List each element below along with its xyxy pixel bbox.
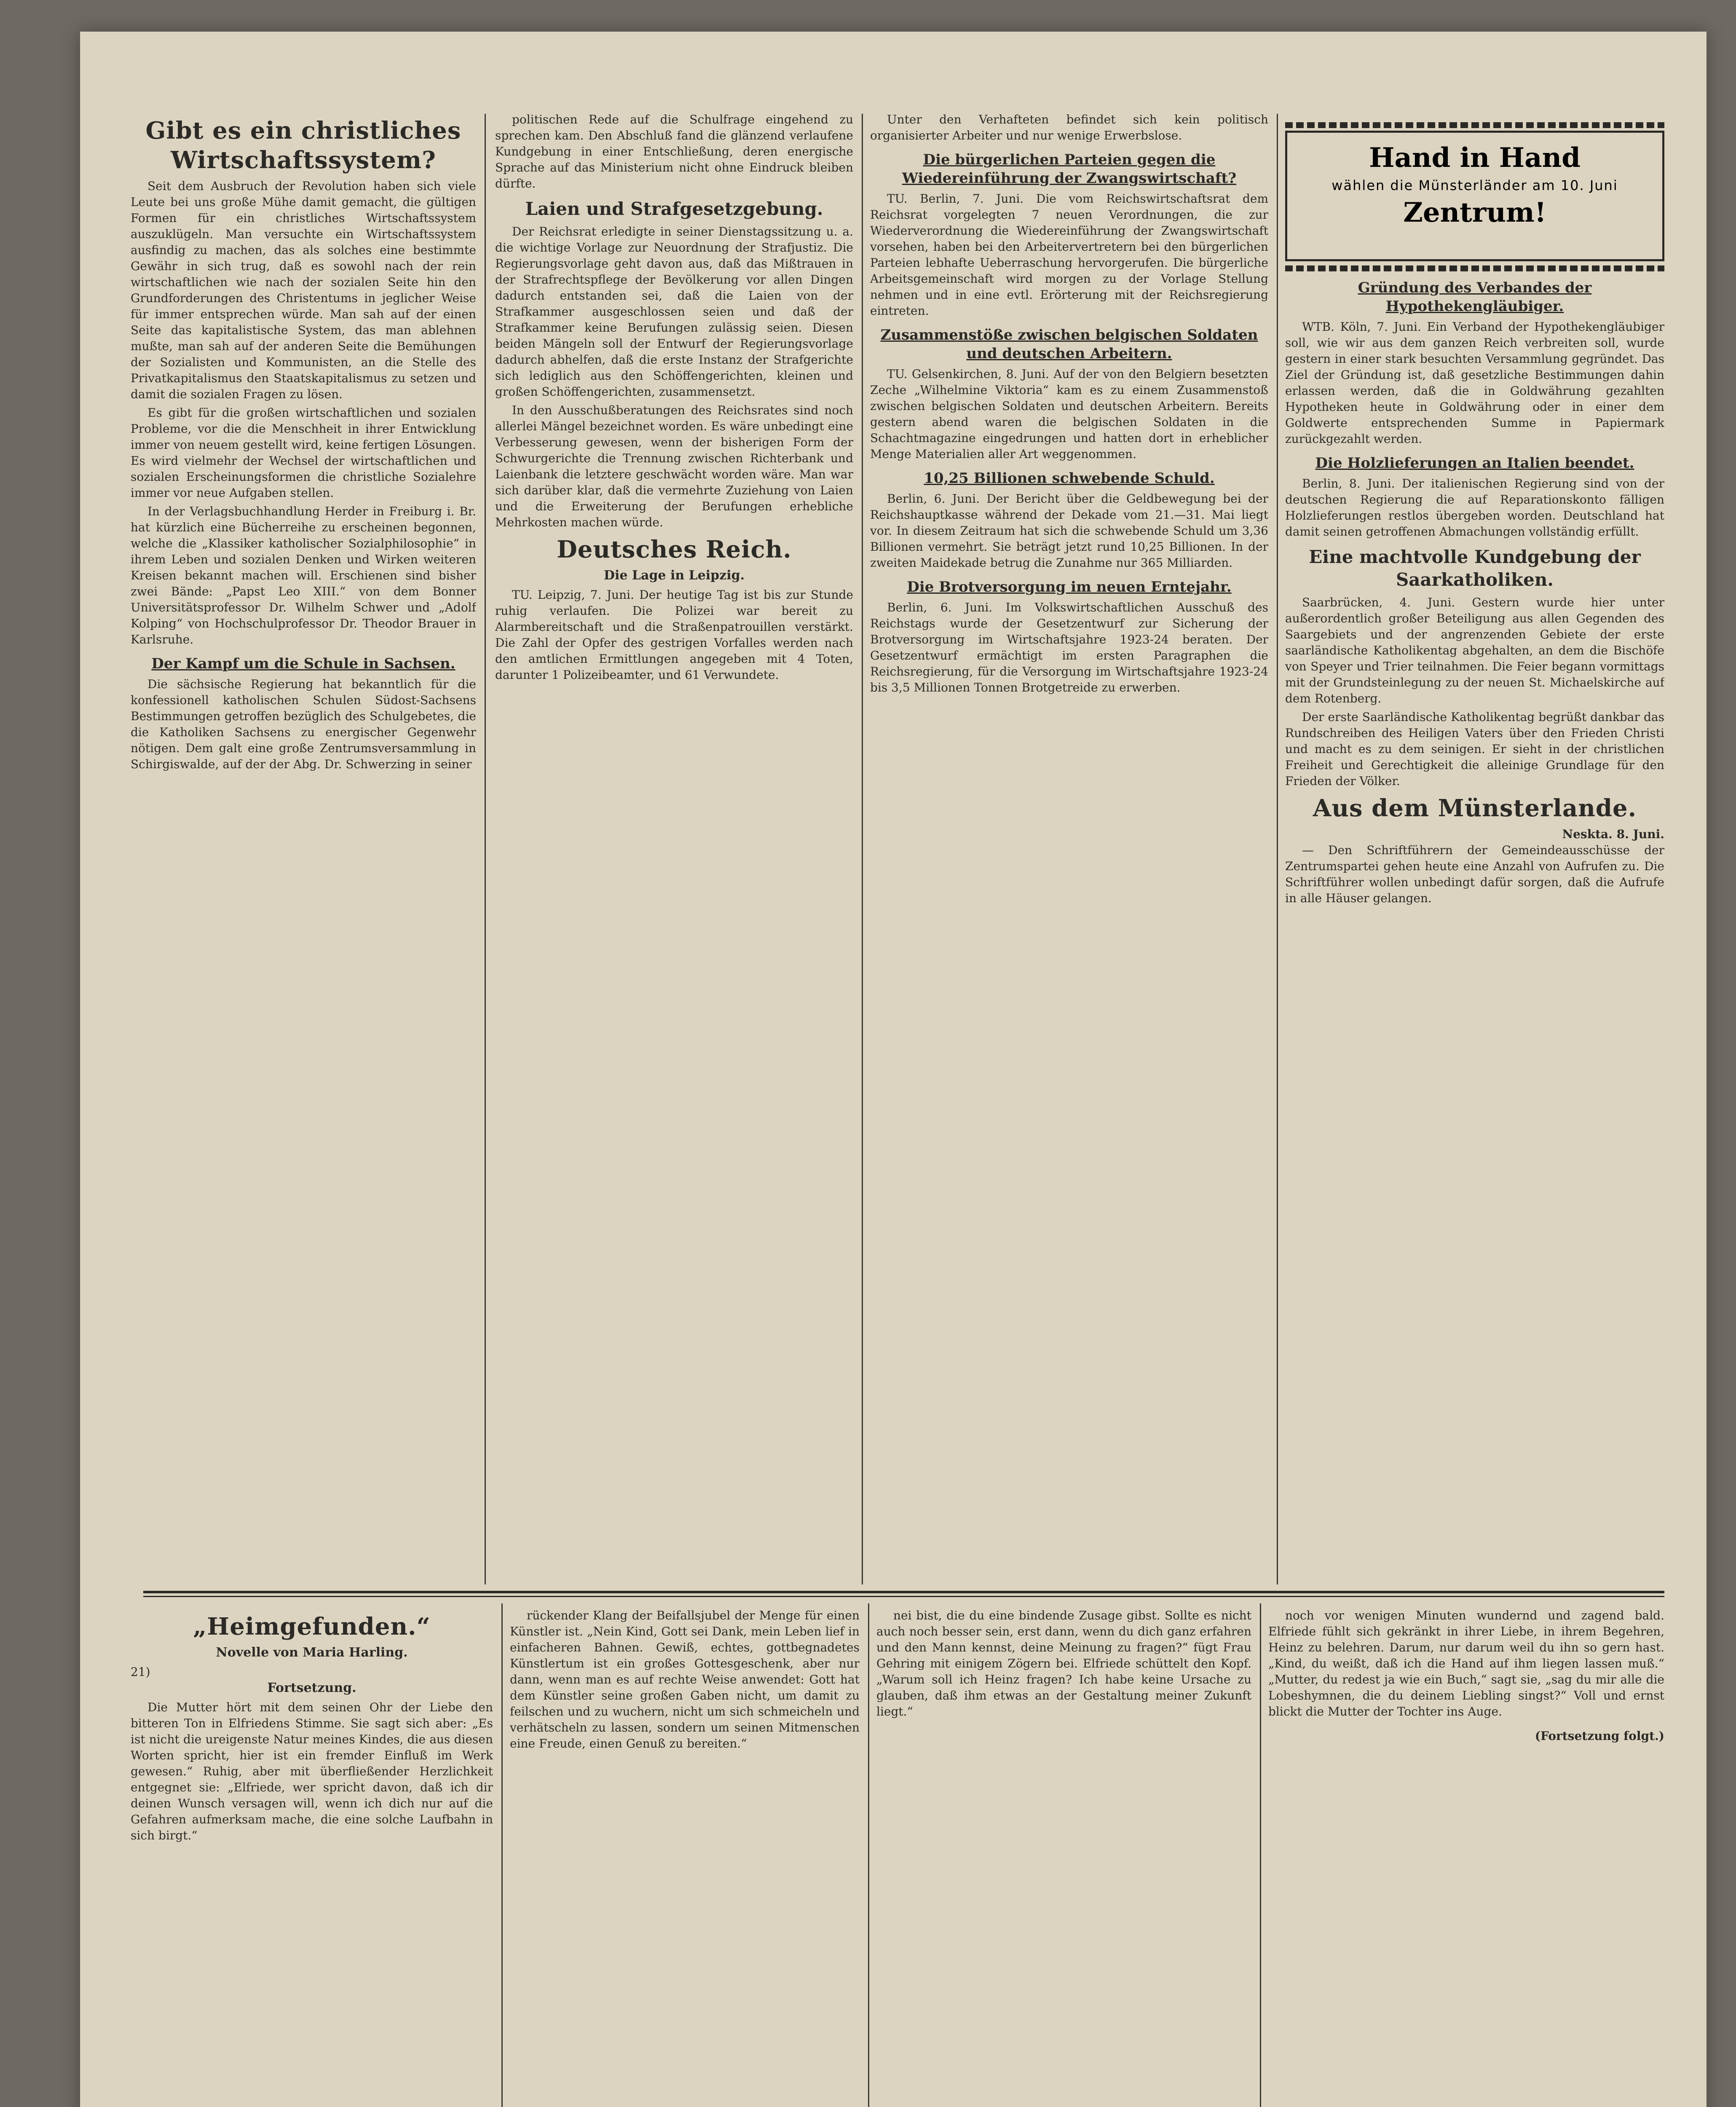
- column-rule: [1277, 114, 1278, 1584]
- column-rule: [862, 114, 863, 1584]
- novel-author: Novelle von Maria Harling.: [216, 1645, 408, 1660]
- ad-border-bottom: [1285, 265, 1664, 271]
- feuilleton-separator: [143, 1591, 1664, 1593]
- feuilleton-column-2: [510, 1608, 860, 2107]
- continuation-note: (Fortsetzung folgt.): [1535, 1729, 1664, 1743]
- ad-subtext: wählen die Münsterländer am 10. Juni: [1331, 177, 1618, 193]
- paragraph: Saarbrücken, 4. Juni. Gestern wurde hier unter außerordentlich großer Beteiligung aus allen Gegenden des Saargebiets und der angrenzenden Gebiete der erste saarländische Katholikentag abgehalten, an dem die Bischöfe von Speyer und Trier teilnahmen. Die Feier begann vormittags mit der Grundsteinlegung zu der neuen St. Michaelskirche auf dem Rotenberg.: [1285, 595, 1664, 705]
- column-1: [131, 112, 476, 1578]
- paragraph: Unter den Verhafteten befindet sich kein politisch organisierter Arbeiter und nur wenige Erwerbslose.: [870, 113, 1268, 142]
- ad-party: Zentrum!: [1403, 197, 1546, 228]
- paragraph: Die sächsische Regierung hat bekanntlich für die konfessionell katholischen Schulen Südost-Sachsens Bestimmungen getroffen bezüglich des Schulgebetes, die die Katholiken Sachsens zu energischer Gegenwehr nötigen. Dem galt eine große Zentrumsversammlung in Schirgiswalde, auf der der Abg. Dr. Schwerzing in seiner: [131, 677, 476, 771]
- paragraph: politischen Rede auf die Schulfrage eingehend zu sprechen kam. Den Abschluß fand die glänzend verlaufene Kundgebung in einer Entschließung, deren energische Sprache auf das Ministerium nicht ohne Eindruck bleiben dürfte.: [495, 113, 853, 190]
- paragraph: — Den Schriftführern der Gemeindeausschüsse der Zentrumspartei gehen heute eine Anzahl von Aufrufen zu. Die Schriftführer wollen unbedingt dafür sorgen, daß die Aufrufe in alle Häuser gelangen.: [1285, 843, 1664, 905]
- feuilleton-separator: [143, 1596, 1664, 1597]
- novel-continued: Fortsetzung.: [267, 1681, 356, 1695]
- ad-slogan: Hand in Hand: [1369, 142, 1581, 174]
- novel-part-number: 21): [131, 1665, 150, 1679]
- paragraph: WTB. Köln, 7. Juni. Ein Verband der Hypothekengläubiger soll, wie wir aus dem ganzen Reich verbreiten soll, wurde gestern in einer stark besuchten Versammlung gegründet. Das Ziel der Gründung ist, daß gesetzliche Bestimmungen dahin erlassen werden, daß die in Goldwährung gezahlten Hypotheken heute in Goldwährung oder in einer dem Goldwerte entsprechenden Summe in Papiermark zurückgezahlt werden.: [1285, 320, 1664, 446]
- paragraph: TU. Leipzig, 7. Juni. Der heutige Tag ist bis zur Stunde ruhig verlaufen. Die Polizei war bereit zu Alarmbereitschaft und die Straßenpatrouillen verstärkt. Die Zahl der Opfer des gestrigen Vorfalles werden nach den amtlichen Ermittlungen angegeben mit 4 Toten, darunter 1 Polizeibeamter, und 61 Verwundete.: [495, 588, 853, 682]
- dateline: Neskta. 8. Juni.: [1562, 827, 1664, 841]
- paragraph: Es gibt für die großen wirtschaftlichen und sozialen Probleme, vor die die Menschheit in ihrer Entwicklung immer von neuem gestellt wird, keine fertigen Lösungen. Es wird vielmehr der Wechsel der wirtschaftlichen und sozialen Erscheinungsformen die christliche Sozialehre immer vor neue Aufgaben stellen.: [131, 406, 476, 500]
- column-rule: [1260, 1603, 1261, 2107]
- paragraph: Berlin, 8. Juni. Der italienischen Regierung sind von der deutschen Regierung die auf Reparationskonto fälligen Holzlieferungen restlos übergeben worden. Deutschland hat damit seinen getroffenen Abmachungen vollständig erfüllt.: [1285, 477, 1664, 539]
- headline-brot: Die Brotversorgung im neuen Erntejahr.: [907, 579, 1232, 595]
- paragraph: Berlin, 6. Juni. Der Bericht über die Geldbewegung bei der Reichshauptkasse während der Dekade vom 21.—31. Mai liegt vor. In diesem Zeitraum hat sich die schwebende Schuld um 3,36 Billionen vermehrt. Sie beträgt jetzt rund 10,25 Billionen. In der zweiten Maidekade betrug die Zunahme nur 365 Milliarden.: [870, 492, 1268, 570]
- headline-wirtschaftssystem: Gibt es ein christliches Wirtschaftssystem?: [145, 117, 461, 174]
- paragraph: In der Verlagsbuchhandlung Herder in Freiburg i. Br. hat kürzlich eine Bücherreihe zu erscheinen begonnen, welche die „Klassiker katholischer Sozialphilosophie“ in ihrem Leben und sozialen Denken und Wirken weiteren Kreisen bekannt machen will. Erschienen sind bisher zwei Bände: „Papst Leo XIII.“ von dem Bonner Universitätsprofessor Dr. Wilhelm Schwer und „Adolf Kolping“ von Hochschulprofessor Dr. Theodor Brauer in Karlsruhe.: [131, 504, 476, 646]
- subheadline-leipzig: Die Lage in Leipzig.: [603, 568, 745, 583]
- newspaper-page: [80, 32, 1707, 2107]
- feuilleton-column-4: [1268, 1608, 1664, 2107]
- feuilleton-column-3: [876, 1608, 1251, 2107]
- column-rule: [485, 114, 486, 1584]
- headline-saarkatholiken: Eine machtvolle Kundgebung der Saarkatholiken.: [1309, 547, 1641, 590]
- headline-holzlieferungen: Die Holzlieferungen an Italien beendet.: [1315, 455, 1634, 472]
- ad-border-top: [1285, 122, 1664, 128]
- headline-hypothekenglaeubiger: Gründung des Verbandes der Hypothekengläubiger.: [1358, 279, 1592, 315]
- paragraph: TU. Berlin, 7. Juni. Die vom Reichswirtschaftsrat dem Reichsrat vorgelegten 7 neuen Verordnungen, die zur Wiederverordnung die Wiedereinführung der Zwangswirtschaft vorsehen, haben bei den Arbeitervertretern bei den bürgerlichen Parteien lebhafte Ueberraschung hervorgerufen. Die bürgerliche Arbeitsgemeinschaft wird morgen zu der Vorlage Stellung nehmen und in eine evtl. Erörterung mit der Reichsregierung eintreten.: [870, 192, 1268, 318]
- paragraph: noch vor wenigen Minuten wundernd und zagend bald. Elfriede fühlt sich gekränkt in ihrer Liebe, in ihrem Begehren, Heinz zu belehren. Darum, nur darum weil du ihn so gern hast. „Kind, du weißt, daß ich die Hand auf ihm liegen lassen muß.“ „Mutter, du redest ja wie ein Buch,“ sagt sie, „sag du mir alle die Lobeshymnen, die du deinem Liebling singst?“ Voll und ernst blickt die Mutter der Tochter ins Auge.: [1268, 1608, 1664, 1718]
- paragraph: rückender Klang der Beifallsjubel der Menge für einen Künstler ist. „Nein Kind, Gott sei Dank, mein Leben lief in einfacheren Bahnen. Gewiß, echtes, gottbegnadetes Künstlertum ist ein großes Gottesgeschenk, aber nur dann, wenn man es auf rechte Weise anwendet: Gott hat dem Künstler seine großen Gaben nicht, um damit zu feilschen und zu wuchern, nicht um sich schmeicheln und verhätscheln zu lassen, sondern um seinen Mitmenschen eine Freude, einen Genuß zu bereiten.“: [510, 1608, 860, 1750]
- headline-schule-sachsen: Der Kampf um die Schule in Sachsen.: [151, 655, 455, 672]
- headline-parteien: Die bürgerlichen Parteien gegen die Wiedereinführung der Zwangswirtschaft?: [902, 151, 1237, 187]
- headline-deutsches-reich: Deutsches Reich.: [557, 536, 792, 563]
- headline-belgier: Zusammenstöße zwischen belgischen Soldaten und deutschen Arbeitern.: [880, 327, 1258, 362]
- column-2: [495, 112, 853, 1578]
- paragraph: nei bist, die du eine bindende Zusage gibst. Sollte es nicht auch noch besser sein, erst dann, wenn du dich ganz erfahren und den Mann kennst, deine Meinung zu fragen?“ fügt Frau Gehring mit einigem Zögern bei. Elfriede schüttelt den Kopf. „Warum soll ich Heinz fragen? Ich habe keine Ursache zu glauben, daß ihm etwas an der Gestaltung meiner Zukunft liegt.“: [876, 1608, 1251, 1718]
- headline-laien: Laien und Strafgesetzgebung.: [525, 198, 823, 219]
- feuilleton-column-1: [131, 1608, 493, 2107]
- paragraph: In den Ausschußberatungen des Reichsrates sind noch allerlei Mängel bezeichnet worden. Es wäre unbedingt eine Verbesserung gewesen, wenn der bisherigen Form der Schwurgerichte die Trennung zwischen Richterbank und Laienbank die letztere geschwächt worden wäre. Man war sich darüber klar, daß die vermehrte Zuziehung von Laien und die Erweiterung der Berufungen erhebliche Mehrkosten machen würde.: [495, 403, 853, 529]
- paragraph: Der Reichsrat erledigte in seiner Dienstagssitzung u. a. die wichtige Vorlage zur Neuordnung der Strafjustiz. Die Regierungsvorlage geht davon aus, daß das Mißtrauen in der Strafrechtspflege der Bevölkerung vor allen Dingen dadurch entstanden sei, daß die Laien von der Strafkammer ausgeschlossen seien und daß der Strafkammer keine Berufungen zulässig seien. Diesen beiden Mängeln soll der Entwurf der Regierungsvorlage dadurch abhelfen, daß die erste Instanz der Strafgerichte sich lediglich aus den Schöffengerichten, kleinen und großen Schöffengerichten, zusammensetzt.: [495, 225, 853, 399]
- paragraph: Die Mutter hört mit dem seinen Ohr der Liebe den bitteren Ton in Elfriedens Stimme. Sie sagt sich aber: „Es ist nicht die ureigenste Natur meines Kindes, die aus diesen Worten spricht, hier ist ein fremder Einfluß im Werk gewesen.“ Ruhig, aber mit überfließender Herzlichkeit entgegnet sie: „Elfriede, wer spricht davon, daß ich dir deinen Wunsch versagen will, wenn ich dich nur auf die Gefahren aufmerksam mache, die eine solche Laufbahn in sich birgt.“: [131, 1700, 493, 1842]
- column-3: [870, 112, 1268, 1578]
- paragraph: Berlin, 6. Juni. Im Volkswirtschaftlichen Ausschuß des Reichstags wurde der Gesetzentwurf zur Sicherung der Brotversorgung im Wirtschaftsjahre 1923-24 beraten. Der Gesetzentwurf ermächtigt im ersten Paragraphen die Reichsregierung, für die Versorgung im Wirtschaftsjahre 1923-24 bis 3,5 Millionen Tonnen Brotgetreide zu erwerben.: [870, 600, 1268, 694]
- column-rule: [868, 1603, 869, 2107]
- election-ad: [1285, 131, 1664, 261]
- paragraph: TU. Gelsenkirchen, 8. Juni. Auf der von den Belgiern besetzten Zeche „Wilhelmine Viktoria“ kam es zu einem Zusammenstoß zwischen belgischen Soldaten und deutschen Arbeitern. Bereits gestern abend waren die belgischen Soldaten in die Schachtmagazine eingedrungen und hatten dort in erheblicher Menge Materialien aller Art weggenommen.: [870, 367, 1268, 461]
- headline-muensterlande: Aus dem Münsterlande.: [1313, 794, 1637, 822]
- paragraph: Der erste Saarländische Katholikentag begrüßt dankbar das Rundschreiben des Heiligen Vaters über den Frieden Christi und macht es zu dem seinigen. Er sieht in der christlichen Freiheit und Gerechtigkeit die alleinige Grundlage für den Frieden der Völker.: [1285, 710, 1664, 788]
- headline-schuld: 10,25 Billionen schwebende Schuld.: [924, 470, 1215, 487]
- column-rule: [501, 1603, 503, 2107]
- column-4: [1285, 112, 1664, 1578]
- novel-title: „Heimgefunden.“: [193, 1613, 431, 1641]
- paragraph: Seit dem Ausbruch der Revolution haben sich viele Leute bei uns große Mühe damit gemacht, die gültigen Formen für ein christliches Wirtschaftssystem auszuklügeln. Man versuchte ein Wirtschaftssystem ausfindig zu machen, das als solches eine bestimmte Gewähr in sich trug, daß es sowohl nach der rein wirtschaftlichen wie nach der sozialen Seite hin den Grundforderungen des Christentums in jeglicher Weise für immer entsprechen würde. Man sah auf der einen Seite das kapitalistische System, das man ablehnen mußte, man sah auf der anderen Seite die Bemühungen der Sozialisten und Kommunisten, an die Stelle des Privatkapitalismus den Staatskapitalismus zu setzen und damit die sozialen Fragen zu lösen.: [131, 179, 476, 401]
